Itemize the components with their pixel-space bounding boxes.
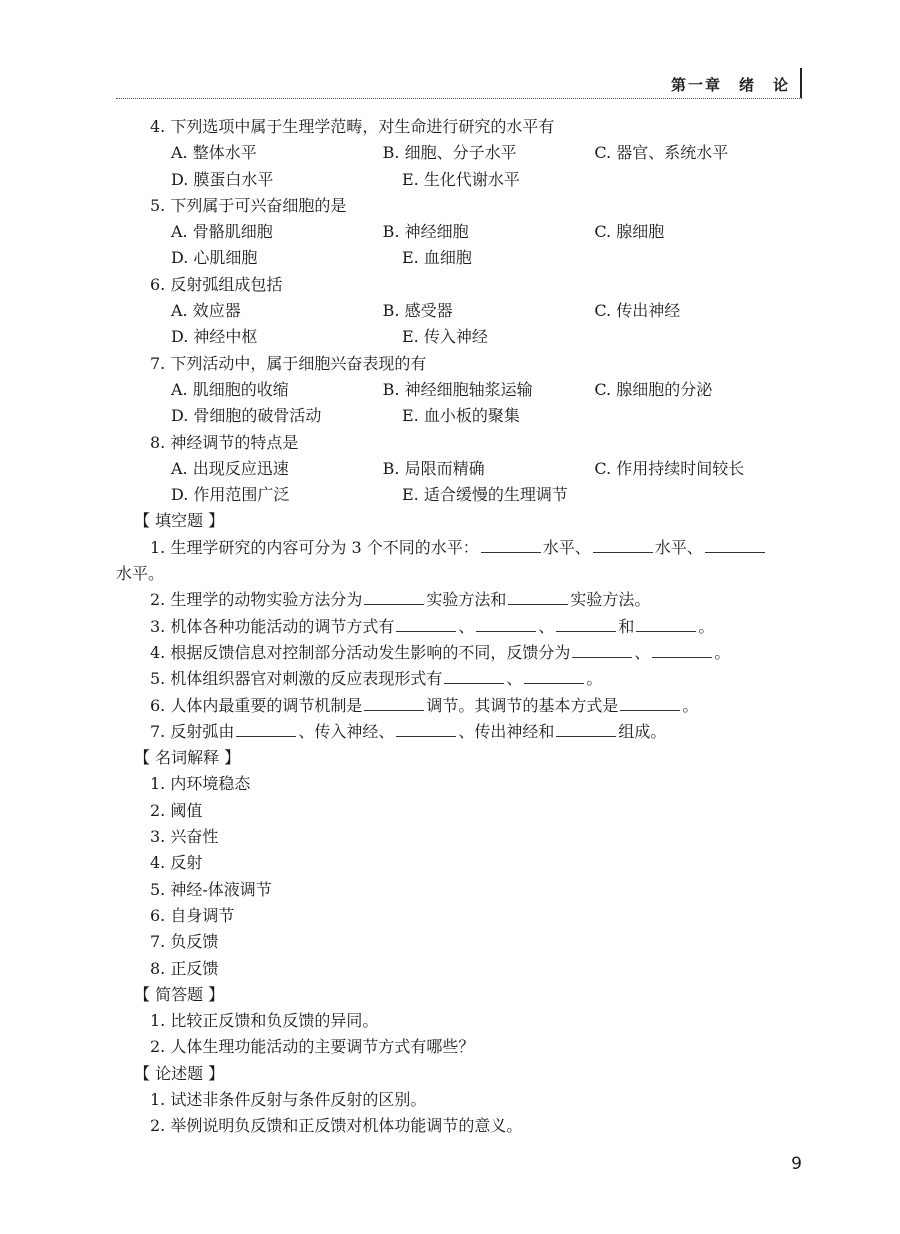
term-item: 2. 阈值 xyxy=(150,800,203,820)
option: A. 肌细胞的收缩 xyxy=(171,379,289,399)
chapter-title: 第一章 绪 论 xyxy=(670,76,790,94)
option: B. 神经细胞 xyxy=(382,222,469,242)
fill-question: 3. 机体各种功能活动的调节方式有 、 、 和 。 xyxy=(150,616,715,636)
answer-blank[interactable] xyxy=(481,538,541,553)
term-item: 5. 神经-体液调节 xyxy=(150,879,272,899)
option: A. 出现反应迅速 xyxy=(171,458,289,478)
short-question: 2. 人体生理功能活动的主要调节方式有哪些？ xyxy=(150,1037,475,1057)
option: C. 作用持续时间较长 xyxy=(594,458,745,478)
option: B. 感受器 xyxy=(382,301,453,321)
answer-blank[interactable] xyxy=(396,722,456,737)
fill-question: 1. 生理学研究的内容可分为 3 个不同的水平： 水平、 水平、 xyxy=(116,535,806,561)
options-row xyxy=(116,140,806,166)
fill-question: 7. 反射弧由 、传入神经、 、传出神经和 组成。 xyxy=(150,721,667,741)
option: E. 生化代谢水平 xyxy=(402,169,520,189)
page-content xyxy=(116,114,806,1140)
options-row xyxy=(116,456,806,482)
section-heading-short: 【 简答题 】 xyxy=(134,984,225,1004)
option: D. 膜蛋白水平 xyxy=(171,169,274,189)
term-item: 8. 正反馈 xyxy=(150,958,219,978)
option: C. 腺细胞的分泌 xyxy=(594,379,713,399)
option: E. 传入神经 xyxy=(402,327,488,347)
answer-blank[interactable] xyxy=(620,696,680,711)
option: B. 神经细胞轴浆运输 xyxy=(382,379,533,399)
answer-blank[interactable] xyxy=(396,617,456,632)
option: E. 血细胞 xyxy=(402,248,472,268)
answer-blank[interactable] xyxy=(476,617,536,632)
option: E. 血小板的聚集 xyxy=(402,406,520,426)
answer-blank[interactable] xyxy=(636,617,696,632)
question-stem: 6. 反射弧组成包括 xyxy=(150,274,283,294)
section-heading-terms: 【 名词解释 】 xyxy=(134,748,241,768)
running-header xyxy=(116,72,802,99)
answer-blank[interactable] xyxy=(652,643,712,658)
option: B. 细胞、分子水平 xyxy=(382,143,517,163)
fill-question: 5. 机体组织器官对刺激的反应表现形式有 、 。 xyxy=(150,669,603,689)
options-row xyxy=(116,324,806,350)
term-item: 6. 自身调节 xyxy=(150,905,235,925)
answer-blank[interactable] xyxy=(444,669,504,684)
option: D. 骨细胞的破骨活动 xyxy=(171,406,322,426)
term-item: 3. 兴奋性 xyxy=(150,827,219,847)
option: C. 器官、系统水平 xyxy=(594,143,729,163)
section-heading-essay: 【 论述题 】 xyxy=(134,1063,225,1083)
answer-blank[interactable] xyxy=(572,643,632,658)
option: A. 效应器 xyxy=(171,301,241,321)
term-item: 7. 负反馈 xyxy=(150,932,219,952)
options-row xyxy=(116,245,806,271)
option: A. 整体水平 xyxy=(171,143,257,163)
option: A. 骨骼肌细胞 xyxy=(171,222,273,242)
option: D. 作用范围广泛 xyxy=(171,485,290,505)
essay-question: 1. 试述非条件反射与条件反射的区别。 xyxy=(150,1089,427,1109)
option: B. 局限而精确 xyxy=(382,458,485,478)
answer-blank[interactable] xyxy=(508,590,568,605)
fill-question-continuation: 水平。 xyxy=(116,564,165,584)
option: D. 心肌细胞 xyxy=(171,248,258,268)
question-stem: 4. 下列选项中属于生理学范畴，对生命进行研究的水平有 xyxy=(150,117,555,136)
question-stem: 5. 下列属于可兴奋细胞的是 xyxy=(150,195,347,215)
answer-blank[interactable] xyxy=(705,538,765,553)
page-number: 9 xyxy=(791,1154,802,1174)
answer-blank[interactable] xyxy=(593,538,653,553)
answer-blank[interactable] xyxy=(524,669,584,684)
answer-blank[interactable] xyxy=(556,722,616,737)
essay-question: 2. 举例说明负反馈和正反馈对机体功能调节的意义。 xyxy=(150,1116,523,1136)
options-row xyxy=(116,298,806,324)
answer-blank[interactable] xyxy=(556,617,616,632)
answer-blank[interactable] xyxy=(364,590,424,605)
option: D. 神经中枢 xyxy=(171,327,258,347)
answer-blank[interactable] xyxy=(364,696,424,711)
section-heading-fill: 【 填空题 】 xyxy=(134,511,225,531)
term-item: 1. 内环境稳态 xyxy=(150,774,251,794)
answer-blank[interactable] xyxy=(236,722,296,737)
fill-question: 6. 人体内最重要的调节机制是 调节。其调节的基本方式是 。 xyxy=(150,695,699,715)
options-row xyxy=(116,377,806,403)
options-row xyxy=(116,403,806,429)
question-stem: 7. 下列活动中，属于细胞兴奋表现的有 xyxy=(150,353,427,373)
header-rule xyxy=(800,68,802,98)
short-question: 1. 比较正反馈和负反馈的异同。 xyxy=(150,1011,379,1031)
fill-question: 2. 生理学的动物实验方法分为 实验方法和 实验方法。 xyxy=(150,590,651,610)
options-row xyxy=(116,219,806,245)
options-row xyxy=(116,482,806,508)
option: E. 适合缓慢的生理调节 xyxy=(402,485,568,505)
fill-question: 4. 根据反馈信息对控制部分活动发生影响的不同，反馈分为 、 。 xyxy=(150,642,731,662)
question-stem: 8. 神经调节的特点是 xyxy=(150,432,299,452)
option: C. 腺细胞 xyxy=(594,222,665,242)
options-row xyxy=(116,167,806,193)
option: C. 传出神经 xyxy=(594,301,681,321)
term-item: 4. 反射 xyxy=(150,853,203,873)
